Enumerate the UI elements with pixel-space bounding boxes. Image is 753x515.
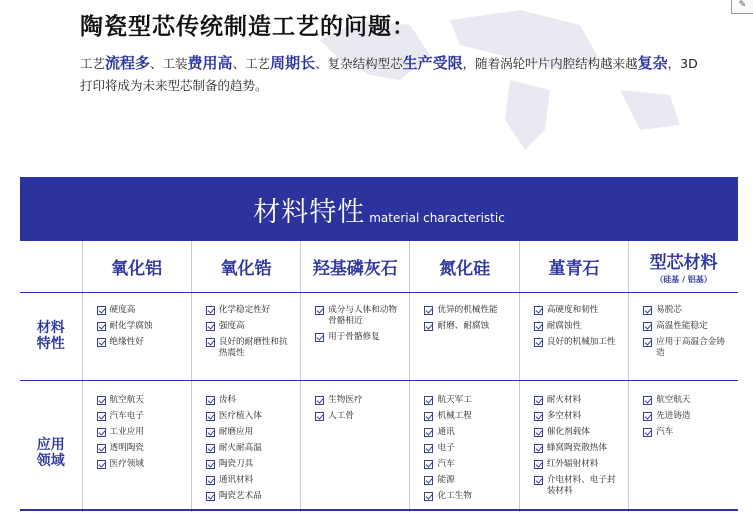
item-text: 良好的机械加工性	[546, 336, 616, 347]
list-item	[424, 411, 512, 422]
checkbox-checked-icon	[534, 322, 543, 331]
list-item	[534, 411, 622, 422]
item-text: 机械工程	[437, 410, 472, 421]
checkbox-checked-icon	[534, 444, 543, 453]
item-text: 成分与人体和动物骨骼相近	[328, 304, 397, 326]
item-text: 生物医疗	[328, 394, 363, 405]
item-list	[643, 305, 732, 359]
checkbox-checked-icon	[424, 460, 433, 469]
row-label	[20, 380, 82, 512]
column-header	[629, 241, 738, 292]
checkbox-checked-icon	[97, 428, 106, 437]
checkbox-checked-icon	[315, 412, 324, 421]
list-item	[534, 395, 622, 406]
table-cell	[82, 380, 191, 512]
item-text: 耐火耐高温	[218, 442, 262, 453]
intro-text: 、工艺	[232, 56, 271, 71]
list-item	[206, 427, 294, 438]
checkbox-checked-icon	[534, 306, 543, 315]
item-text: 航空航天	[656, 394, 691, 405]
list-item	[534, 427, 622, 438]
item-text: 耐磨、耐腐蚀	[437, 320, 490, 331]
checkbox-checked-icon	[315, 333, 324, 342]
table-cell	[410, 380, 519, 512]
list-item	[424, 427, 512, 438]
column-subname: （硅基 / 铝基）	[655, 274, 712, 284]
intro-highlight: 生产受限	[402, 54, 463, 72]
intro-text: 、复杂结构型芯	[315, 56, 403, 71]
list-item	[97, 459, 185, 470]
item-list	[534, 305, 622, 348]
checkbox-checked-icon	[206, 492, 215, 501]
list-item	[206, 305, 294, 316]
list-item	[424, 459, 512, 470]
list-item	[97, 411, 185, 422]
list-item	[315, 305, 403, 327]
column-name: 氮化硅	[439, 258, 491, 279]
table-banner	[20, 177, 738, 241]
checkbox-checked-icon	[97, 396, 106, 405]
intro-highlight: 流程多	[105, 54, 151, 72]
checkbox-checked-icon	[643, 338, 652, 347]
item-text: 汽车	[656, 426, 674, 437]
checkbox-checked-icon	[206, 322, 215, 331]
item-text: 人工骨	[328, 410, 354, 421]
intro-text: ，随着涡轮叶片内腔结构越来越	[462, 56, 638, 71]
list-item	[206, 475, 294, 486]
checkbox-checked-icon	[424, 476, 433, 485]
list-item	[534, 475, 622, 497]
list-item	[97, 321, 185, 332]
list-item	[534, 337, 622, 348]
checkbox-checked-icon	[206, 476, 215, 485]
checkbox-checked-icon	[424, 492, 433, 501]
item-text: 强度高	[218, 320, 245, 331]
table-cell	[82, 292, 191, 380]
checkbox-checked-icon	[97, 412, 106, 421]
item-text: 耐火材料	[546, 394, 582, 405]
checkbox-checked-icon	[643, 412, 652, 421]
list-item	[424, 443, 512, 454]
column-header	[191, 241, 300, 292]
list-item	[206, 411, 294, 422]
list-item	[643, 411, 732, 422]
checkbox-checked-icon	[206, 396, 215, 405]
list-item	[315, 332, 403, 343]
table-cell	[629, 380, 738, 512]
list-item	[206, 321, 294, 332]
table-cell	[301, 380, 410, 512]
item-text: 用于骨骼修复	[328, 331, 380, 342]
banner-subtitle: material characteristic	[369, 211, 505, 225]
edit-icon[interactable]: ✎	[731, 0, 753, 14]
corner-cell	[20, 241, 82, 292]
intro-text: ，3D 打印将成为未来型芯制备的趋势。	[80, 56, 698, 93]
item-text: 红外辐射材料	[546, 458, 599, 469]
checkbox-checked-icon	[643, 396, 652, 405]
list-item	[424, 321, 512, 332]
list-item	[97, 305, 185, 316]
row-label-line: 领域	[36, 453, 65, 470]
checkbox-checked-icon	[643, 322, 652, 331]
material-table	[20, 177, 738, 512]
list-item	[97, 427, 185, 438]
item-list	[315, 305, 403, 343]
intro-highlight: 费用高	[187, 54, 233, 72]
item-list	[97, 395, 185, 470]
column-header	[82, 241, 191, 292]
checkbox-checked-icon	[315, 396, 324, 405]
column-header	[519, 241, 628, 292]
checkbox-checked-icon	[206, 460, 215, 469]
list-item	[534, 459, 622, 470]
item-text: 应用于高温合金铸造	[656, 336, 725, 358]
column-name: 型芯材料	[649, 252, 718, 273]
item-text: 汽车	[437, 458, 455, 469]
checkbox-checked-icon	[424, 322, 433, 331]
intro-text: 工艺	[80, 56, 106, 71]
item-list	[315, 395, 403, 422]
table-row	[20, 380, 738, 512]
checkbox-checked-icon	[534, 460, 543, 469]
column-name: 氧化铝	[111, 258, 163, 279]
item-list	[534, 395, 622, 497]
column-header	[301, 241, 410, 292]
item-text: 透明陶瓷	[109, 442, 144, 453]
checkbox-checked-icon	[97, 306, 106, 315]
item-text: 高温性能稳定	[656, 320, 708, 331]
item-list	[424, 305, 512, 332]
item-text: 航天军工	[437, 394, 472, 405]
divider	[20, 509, 738, 511]
table-cell	[519, 292, 628, 380]
item-text: 汽车电子	[109, 410, 144, 421]
checkbox-checked-icon	[97, 322, 106, 331]
item-text: 耐磨应用	[218, 426, 254, 437]
checkbox-checked-icon	[534, 338, 543, 347]
item-text: 陶瓷刀具	[218, 458, 254, 469]
checkbox-checked-icon	[534, 428, 543, 437]
checkbox-checked-icon	[315, 306, 324, 315]
list-item	[97, 395, 185, 406]
list-item	[424, 395, 512, 406]
item-text: 齿科	[218, 394, 237, 405]
list-item	[534, 305, 622, 316]
checkbox-checked-icon	[206, 338, 215, 347]
item-text: 化学稳定性好	[218, 304, 271, 315]
checkbox-checked-icon	[424, 412, 433, 421]
item-text: 绝缘性好	[109, 336, 144, 347]
list-item	[534, 321, 622, 332]
item-text: 通讯材料	[218, 474, 254, 485]
item-list	[97, 305, 185, 348]
list-item	[643, 427, 732, 438]
column-name: 羟基磷灰石	[312, 258, 398, 279]
item-text: 化工生物	[437, 490, 472, 501]
checkbox-checked-icon	[97, 444, 106, 453]
list-item	[97, 337, 185, 348]
checkbox-checked-icon	[424, 306, 433, 315]
row-label-line: 应用	[36, 437, 65, 454]
item-text: 能源	[437, 474, 455, 485]
list-item	[534, 443, 622, 454]
item-text: 多空材料	[546, 410, 582, 421]
checkbox-checked-icon	[97, 338, 106, 347]
item-text: 良好的耐磨性和抗热震性	[218, 336, 288, 358]
checkbox-checked-icon	[424, 428, 433, 437]
list-item	[206, 337, 294, 359]
list-item	[206, 443, 294, 454]
table-cell	[519, 380, 628, 512]
checkbox-checked-icon	[534, 412, 543, 421]
list-item	[643, 337, 732, 359]
list-item	[424, 305, 512, 316]
item-text: 介电材料、电子封装材料	[546, 474, 616, 496]
checkbox-checked-icon	[206, 412, 215, 421]
table-row	[20, 292, 738, 380]
item-text: 电子	[437, 442, 455, 453]
list-item	[206, 491, 294, 502]
checkbox-checked-icon	[206, 306, 215, 315]
list-item	[424, 491, 512, 502]
checkbox-checked-icon	[424, 396, 433, 405]
comparison-table	[20, 241, 738, 512]
column-name: 氧化锆	[220, 258, 272, 279]
list-item	[315, 395, 403, 406]
column-header	[410, 241, 519, 292]
item-list	[643, 395, 732, 438]
item-list	[206, 395, 294, 502]
item-text: 耐化学腐蚀	[109, 320, 153, 331]
intro-paragraph	[80, 52, 700, 97]
item-text: 先进铸造	[656, 410, 691, 421]
banner-title: 材料特性	[253, 197, 366, 228]
checkbox-checked-icon	[643, 428, 652, 437]
row-label	[20, 292, 82, 380]
item-text: 易脱芯	[656, 304, 682, 315]
item-text: 优异的机械性能	[437, 304, 498, 315]
checkbox-checked-icon	[643, 306, 652, 315]
list-item	[206, 395, 294, 406]
item-text: 陶瓷艺术品	[218, 490, 262, 501]
column-name: 堇青石	[548, 258, 600, 279]
page-title: 陶瓷型芯传统制造工艺的问题：	[80, 14, 416, 40]
checkbox-checked-icon	[534, 396, 543, 405]
item-list	[424, 395, 512, 502]
item-text: 工业应用	[109, 426, 144, 437]
list-item	[643, 321, 732, 332]
list-item	[315, 411, 403, 422]
table-cell	[410, 292, 519, 380]
table-cell	[301, 292, 410, 380]
list-item	[643, 395, 732, 406]
table-cell	[191, 292, 300, 380]
item-text: 高硬度和韧性	[546, 304, 599, 315]
checkbox-checked-icon	[424, 444, 433, 453]
header-row	[20, 241, 738, 292]
checkbox-checked-icon	[206, 444, 215, 453]
item-text: 航空航天	[109, 394, 144, 405]
item-text: 耐腐蚀性	[546, 320, 582, 331]
row-label-line: 特性	[36, 336, 65, 352]
item-text: 通讯	[437, 426, 455, 437]
list-item	[643, 305, 732, 316]
intro-highlight: 周期长	[270, 54, 316, 72]
intro-highlight: 复杂	[637, 54, 668, 72]
checkbox-checked-icon	[534, 476, 543, 485]
checkbox-checked-icon	[97, 460, 106, 469]
checkbox-checked-icon	[206, 428, 215, 437]
list-item	[206, 459, 294, 470]
item-text: 蜂窝陶瓷散热体	[546, 442, 607, 453]
list-item	[97, 443, 185, 454]
table-cell	[629, 292, 738, 380]
table-cell	[191, 380, 300, 512]
list-item	[424, 475, 512, 486]
item-text: 催化剂载体	[546, 426, 590, 437]
item-text: 医疗领域	[109, 458, 144, 469]
intro-text: 、工装	[150, 56, 188, 71]
item-text: 医疗植入体	[218, 410, 262, 421]
row-label-line: 材料	[36, 320, 65, 336]
item-list	[206, 305, 294, 359]
item-text: 硬度高	[109, 304, 136, 315]
